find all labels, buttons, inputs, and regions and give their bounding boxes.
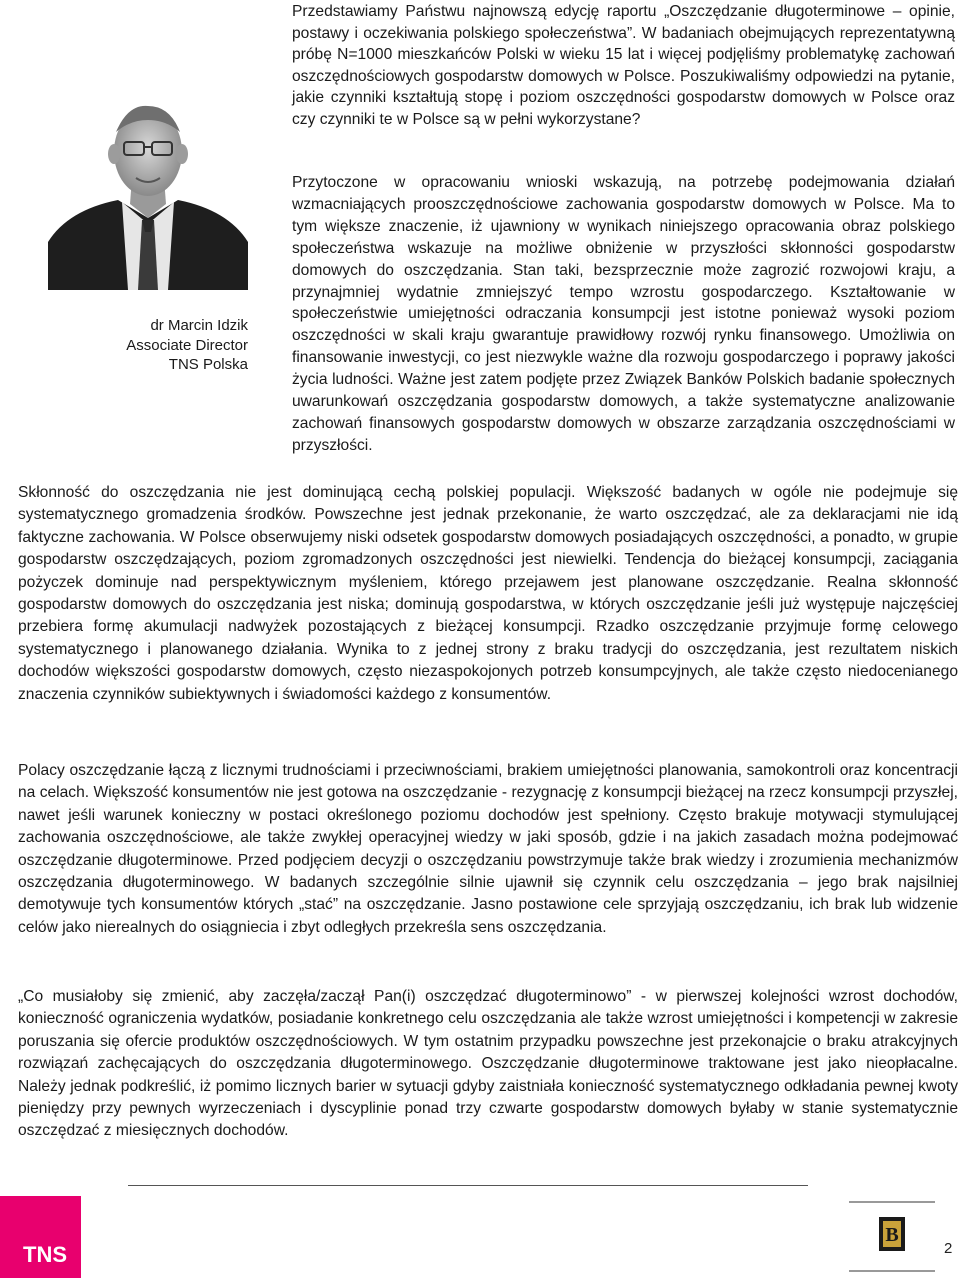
tns-logo-text: TNS: [23, 1242, 67, 1267]
author-photo: [48, 92, 248, 290]
author-caption: [48, 316, 248, 375]
body-paragraph: Polacy oszczędzanie łączą z licznymi trudnościami i przeciwnościami, brakiem umiejętności planowania, samokontroli oraz koncentracji na celach. Większość konsumentów nie jest gotowa na oszczędzanie - rezygnację z konsumpcji bieżącej na rzecz konsumpcji przyszłej, nawet jeśli warunek konieczny w postaci określonego poziomu dochodów jest spełniony. Często brakuje motywacji stymulującej zachowania oszczędnościowe, ale także zwykłej operacyjnej wiedzy w jaki sposób, gdzie i na jakich zasadach można podejmować oszczędzanie długoterminowe. Przed podjęciem decyzji o oszczędzaniu powstrzymuje także brak wiedzy i zrozumienia mechanizmów oszczędzania długoterminowego. W badanych szczególnie silnie ujawnił się czynnik celu oszczędzania – jego brak najsilniej demotywuje tych konsumentów których „stać” na oszczędzanie. Jasno postawione cele sprzyjają oszczędzaniu, ich brak lub widzenie celów jako nierealnych do osiągniecia i zbyt odległych przekreśla sens oszczędzania.: [18, 762, 958, 936]
footer-divider: [128, 1185, 808, 1186]
tns-logo: [0, 1196, 81, 1278]
conclusions-paragraph: Przytoczone w opracowaniu wnioski wskazują, na potrzebę podejmowania działań wzmacniających prooszczędnościowe zachowania gospodarstw domowych w Polsce. Ma to tym większe znaczenie, iż ujawniony w wynikach niniejszego opracowania obraz polskiego społeczeństwa wskazuje na możliwe obniżenie w przyszłości skłonności gospodarstw domowych do oszczędzania. Stan taki, bezsprzecznie może zagrozić rozwojowi kraju, a przynajmniej wydatnie zmniejszyć tempo wzrostu gospodarczego. Kształtowanie w społeczeństwie umiejętności odraczania konsumpcji jest istotne ponieważ wysoki poziom oszczędności w skali kraju gwarantuje prawidłowy rozwój rynku finansowego. Umożliwia on finansowanie inwestycji, co jest niezwykle ważne dla rozwoju gospodarczego i poprawy jakości życia ludności. Ważne jest zatem podjęte przez Związek Banków Polskich badanie społecznych uwarunkowań oszczędzania gospodarstw domowych, a także systematyczne analizowanie zachowań finansowych gospodarstw domowych w obszarze zarządzania oszczędnościami w przyszłości.: [292, 174, 955, 454]
author-role: Associate Director: [126, 336, 248, 354]
zbp-logo: [841, 1193, 946, 1278]
author-name: dr Marcin Idzik: [150, 317, 248, 334]
page-number: 2: [944, 1240, 953, 1257]
author-company: TNS Polska: [168, 356, 248, 373]
body-paragraph: Skłonność do oszczędzania nie jest dominującą cechą polskiej populacji. Większość badanych w ogóle nie podejmuje się systematycznego gromadzenia środków. Powszechne jest jednak przekonanie, że warto oszczędzać, ale za deklaracjami nie idą faktyczne zachowania. W Polsce obserwujemy niski odsetek gospodarstw domowych posiadających oszczędności, a ponadto, w grupie gospodarstw oszczędzających, poziom zgromadzonych oszczędności jest niewielki. Tendencja do bieżącej konsumpcji, zaciągania pożyczek dominuje nad perspektywicznym myśleniem, którego przejawem jest planowane oszczędzanie. Realna skłonność gospodarstw domowych do oszczędzania jest niska; dominują gospodarstwa, w których oszczędzanie jeśli już występuje najczęściej przebiera formę akumulacji nadwyżek pozostających z bieżącej konsumpcji. Rzadko oszczędzanie przyjmuje formę celowego systematycznego i planowanego działania. Wynika to z jednej strony z braku tradycji do oszczędzania, jest rezultatem niskich dochodów większości gospodarstw domowych, często niezaspokojonych potrzeb konsumpcyjnych, ale także często niedocenianego znaczenia czynników subiektywnych i świadomości każdego z konsumentów.: [18, 484, 958, 703]
intro-paragraph: Przedstawiamy Państwu najnowszą edycję raportu „Oszczędzanie długoterminowe – opinie, postawy i oczekiwania polskiego społeczeństwa”. W badaniach obejmujących reprezentatywną próbę N=1000 mieszkańców Polski w wieku 15 lat i więcej podjęliśmy problematykę zachowań oszczędnościowych gospodarstw domowych w Polsce. Poszukiwaliśmy odpowiedzi na pytanie, jakie czynniki kształtują stopę i poziom oszczędności gospodarstw domowych w Polsce oraz czy czynniki te w Polsce są w pełni wykorzystane?: [292, 3, 955, 128]
svg-text:B: B: [885, 1224, 899, 1246]
body-paragraph: „Co musiałoby się zmienić, aby zaczęła/zaczął Pan(i) oszczędzać długoterminowo” - w pierwszej kolejności wzrost dochodów, konieczność ograniczenia wydatków, posiadanie konkretnego celu oszczędzania ale także wzrost umiejętności i kompetencji w zakresie poruszania się ofercie produktów oszczędnościowych. W tym ostatnim przypadku powszechne jest przekonajcie o braku atrakcyjnych rozwiązań zachęcających do oszczędzania długoterminowego. Oszczędzanie długoterminowe traktowane jest jako nieopłacalne. Należy jednak podkreślić, iż pomimo licznych barier w sytuacji gdyby zaistniała konieczność systematycznego odkładania pewnej kwoty pieniędzy przy pewnych wyrzeczeniach i dyscyplinie ponad trzy czwarte gospodarstw domowych byłaby w stanie systematycznie oszczędzać z miesięcznych dochodów.: [18, 988, 958, 1140]
